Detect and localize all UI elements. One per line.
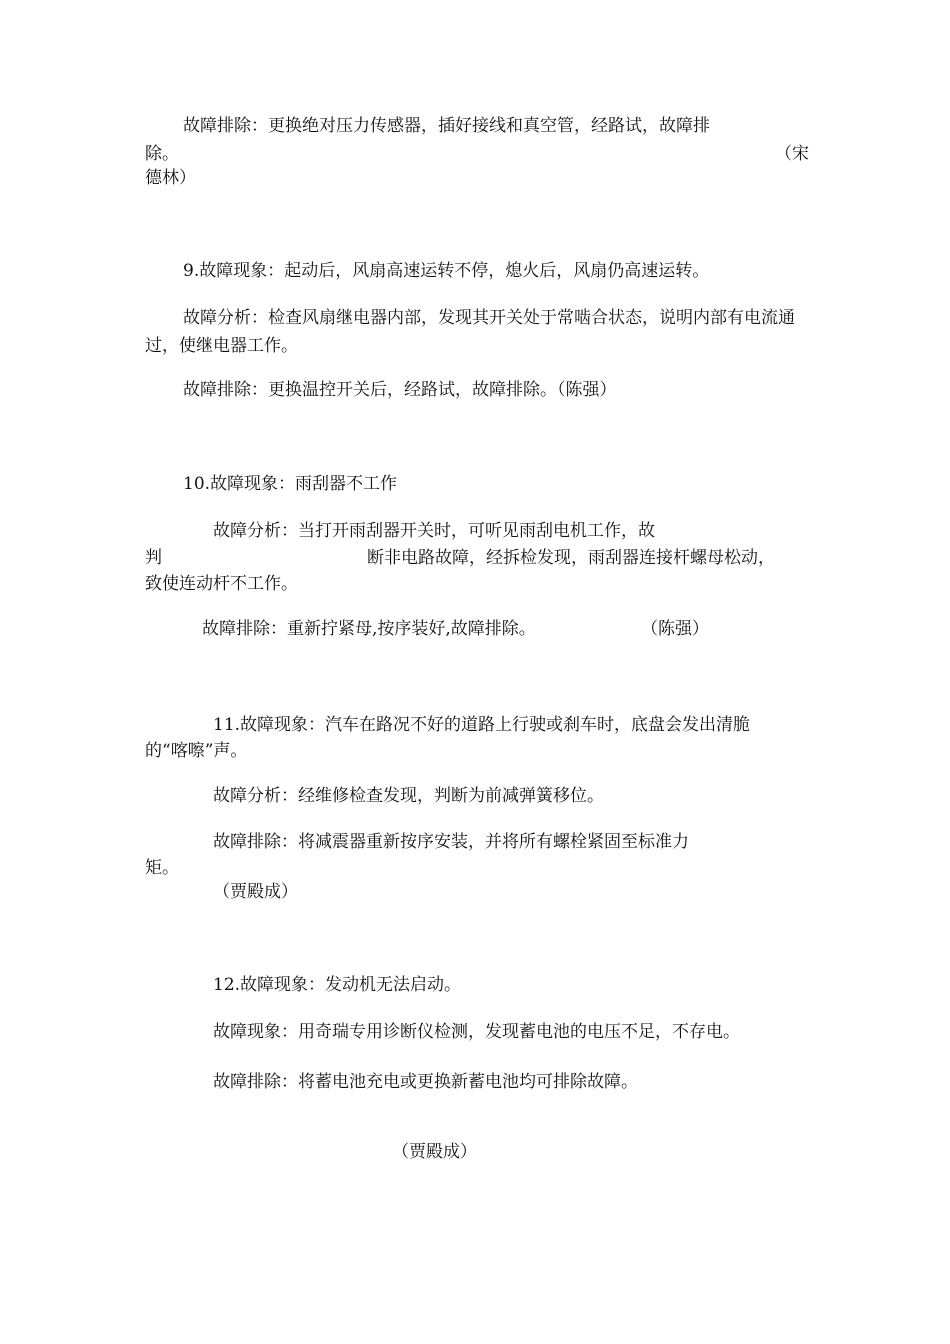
- removal-line-cont: 除。: [145, 144, 179, 164]
- author-line: （贾殿成）: [392, 1142, 477, 1162]
- fault-phenomenon: 10.故障现象：雨刮器不工作: [183, 474, 398, 494]
- fault-removal: 故障排除：重新拧紧母,按序装好,故障排除。: [202, 619, 536, 639]
- author-line: （陈强）: [641, 619, 709, 639]
- fault-analysis-cont: 断非电路故障，经拆检发现，雨刮器连接杆螺母松动，: [367, 548, 775, 568]
- fault-removal: 故障排除：将蓄电池充电或更换新蓄电池均可排除故障。: [213, 1072, 638, 1092]
- fault-analysis: 故障分析：当打开雨刮器开关时，可听见雨刮电机工作，故: [213, 521, 655, 541]
- fault-removal: 故障排除：将减震器重新按序安装，并将所有螺栓紧固至标准力: [213, 832, 689, 852]
- fault-phenomenon-cont: 的“喀嚓”声。: [145, 741, 248, 761]
- fault-phenomenon: 9.故障现象：起动后，风扇高速运转不停，熄火后，风扇仍高速运转。: [183, 261, 710, 281]
- fault-analysis-cont: 判: [145, 548, 162, 568]
- fault-analysis: 故障现象：用奇瑞专用诊断仪检测，发现蓄电池的电压不足，不存电。: [213, 1022, 740, 1042]
- author-line: （宋: [775, 144, 809, 164]
- fault-removal: 故障排除：更换温控开关后，经路试，故障排除。（陈强）: [183, 380, 617, 400]
- fault-analysis: 故障分析：经维修检查发现，判断为前减弹簧移位。: [213, 786, 604, 806]
- fault-phenomenon: 12.故障现象：发动机无法启动。: [213, 975, 462, 995]
- fault-phenomenon: 11.故障现象：汽车在路况不好的道路上行驶或刹车时，底盘会发出清脆: [213, 715, 751, 735]
- fault-analysis-cont: 致使连动杆不工作。: [145, 574, 298, 594]
- removal-line: 故障排除：更换绝对压力传感器，插好接线和真空管，经路试，故障排: [183, 116, 710, 136]
- fault-removal-cont: 矩。: [145, 858, 179, 878]
- author-line-cont: 德林）: [145, 168, 196, 188]
- fault-analysis: 故障分析：检查风扇继电器内部，发现其开关处于常啮合状态，说明内部有电流通过，使继电器工作。: [145, 308, 795, 356]
- author-line: （贾殿成）: [213, 882, 298, 902]
